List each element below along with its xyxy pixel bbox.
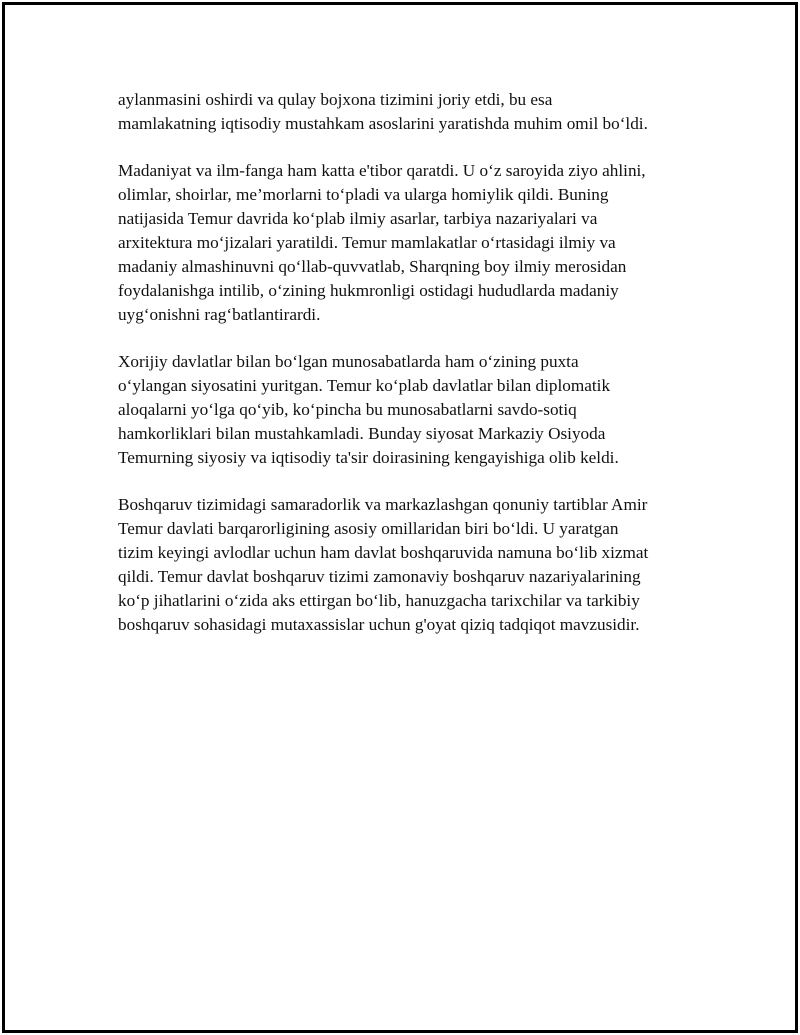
text-line: olimlar, shoirlar, me’morlarni to‘pladi va ularga homiylik qildi. Buning [118,185,609,204]
text-line: aloqalarni yo‘lga qo‘yib, ko‘pincha bu munosabatlarni savdo-sotiq [118,400,577,419]
paragraph-culture-science [118,159,698,327]
text-line: Temurning siyosiy va iqtisodiy ta'sir doirasining kengayishiga olib keldi. [118,448,619,467]
text-line: uyg‘onishni rag‘batlantirardi. [118,305,321,324]
text-line: madaniy almashinuvni qo‘llab-quvvatlab, Sharqning boy ilmiy merosidan [118,257,627,276]
text-line: Temur davlati barqarorligining asosiy omillaridan biri bo‘ldi. U yaratgan [118,519,619,538]
text-line: Xorijiy davlatlar bilan bo‘lgan munosabatlarda ham o‘zining puxta [118,352,579,371]
text-line: aylanmasini oshirdi va qulay bojxona tizimini joriy etdi, bu esa [118,90,553,109]
text-line: hamkorliklari bilan mustahkamladi. Bunday siyosat Markaziy Osiyoda [118,424,606,443]
text-line: Madaniyat va ilm-fanga ham katta e'tibor qaratdi. U o‘z saroyida ziyo ahlini, [118,161,646,180]
text-line: natijasida Temur davrida ko‘plab ilmiy asarlar, tarbiya nazariyalari va [118,209,598,228]
text-line: qildi. Temur davlat boshqaruv tizimi zamonaviy boshqaruv nazariyalarining [118,567,641,586]
text-line: arxitektura mo‘jizalari yaratildi. Temur mamlakatlar o‘rtasidagi ilmiy va [118,233,616,252]
text-line: Boshqaruv tizimidagi samaradorlik va markazlashgan qonuniy tartiblar Amir [118,495,648,514]
text-line: boshqaruv sohasidagi mutaxassislar uchun g'oyat qiziq tadqiqot mavzusidir. [118,615,640,634]
text-line: mamlakatning iqtisodiy mustahkam asoslarini yaratishda muhim omil bo‘ldi. [118,114,648,133]
document-body [118,88,698,660]
text-line: o‘ylangan siyosatini yuritgan. Temur ko‘plab davlatlar bilan diplomatik [118,376,611,395]
paragraph-trade-customs [118,88,698,136]
text-line: ko‘p jihatlarini o‘zida aks ettirgan bo‘lib, hanuzgacha tarixchilar va tarkibiy [118,591,640,610]
text-line: foydalanishga intilib, o‘zining hukmronligi ostidagi hududlarda madaniy [118,281,619,300]
paragraph-foreign-relations [118,350,698,470]
paragraph-governance [118,493,698,637]
text-line: tizim keyingi avlodlar uchun ham davlat boshqaruvida namuna bo‘lib xizmat [118,543,649,562]
